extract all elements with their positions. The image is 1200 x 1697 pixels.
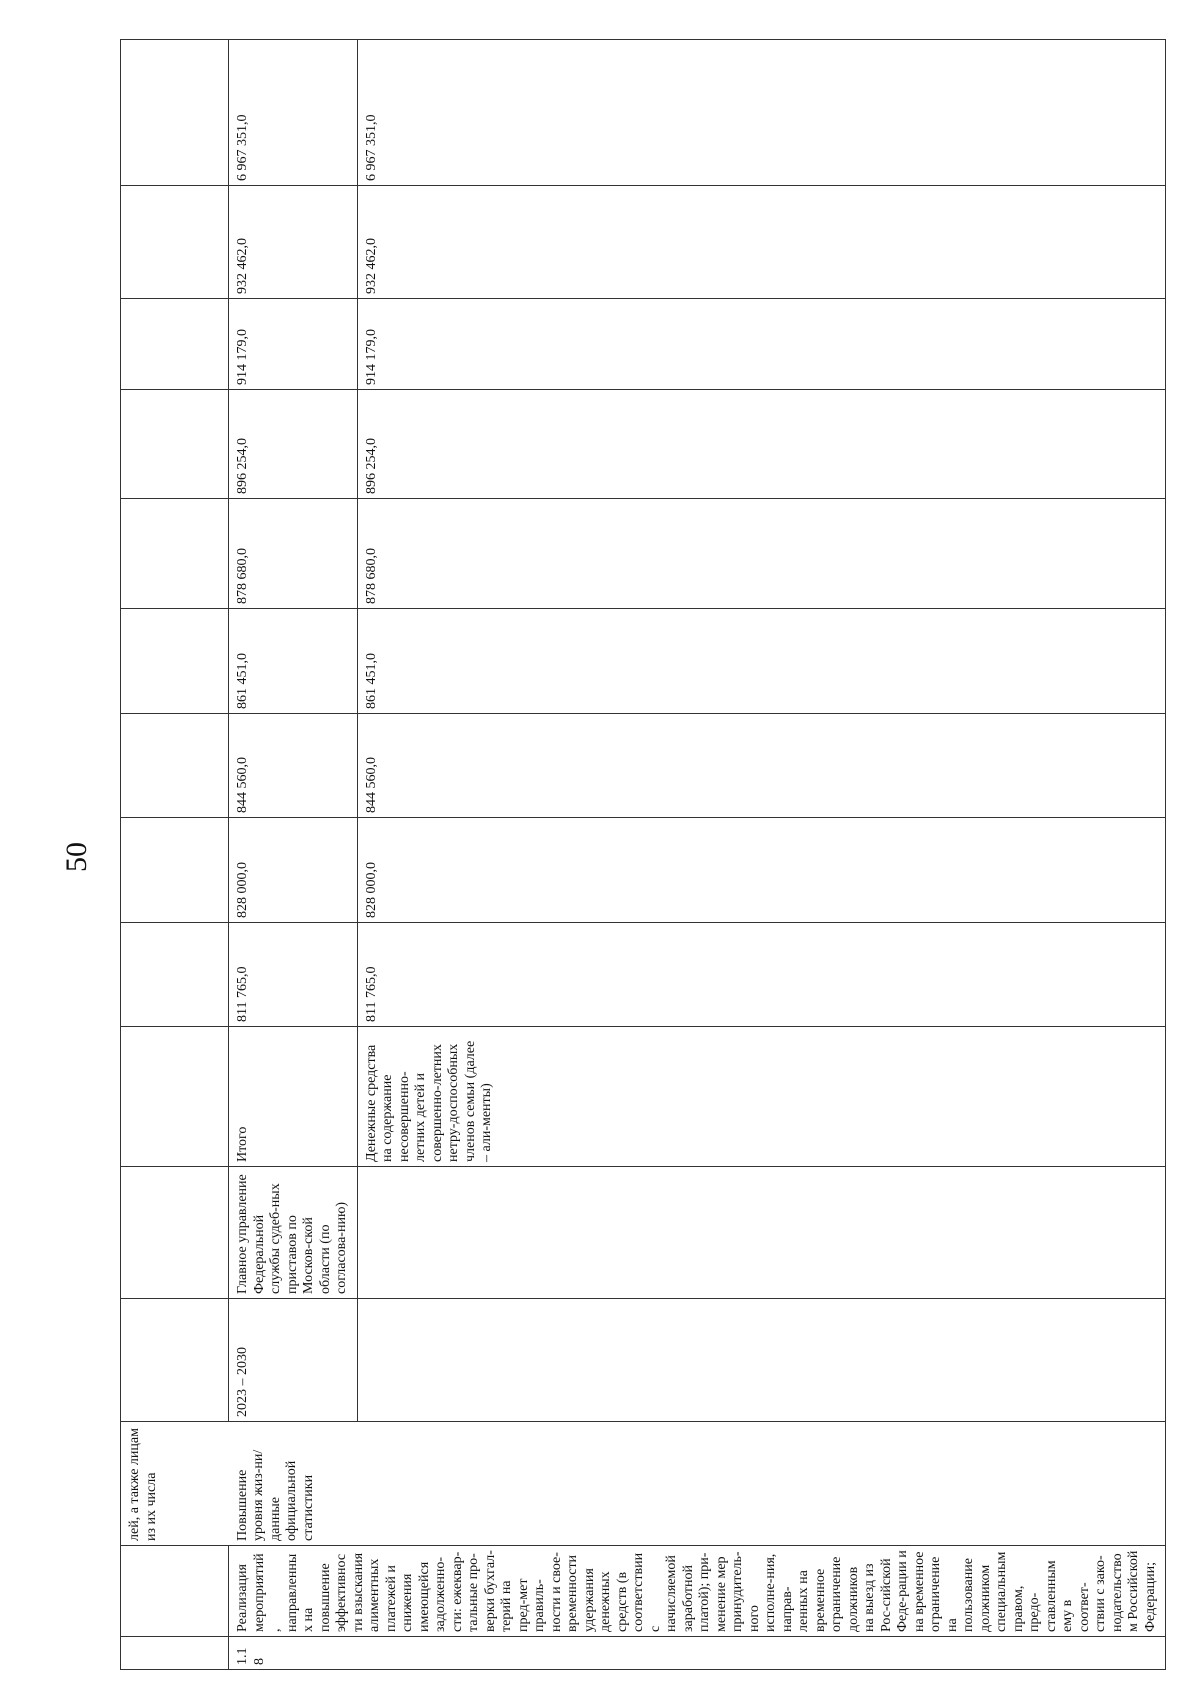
cont-cell-period xyxy=(121,1299,229,1422)
funding-value-sum: 6 967 351,0 xyxy=(357,40,1166,186)
cont-cell-total xyxy=(121,40,229,186)
cont-cell-y2 xyxy=(121,818,229,923)
row-executor: Главное управление Федеральной службы судеб-ных приставов по Москов-ской области (по согласова-нию) xyxy=(229,1167,358,1299)
funding-value-7: 914 179,0 xyxy=(357,299,1166,390)
funding-label: Денежные средства на содержание несовершенно-летних детей и совершенно-летних нетру-доспособных членов семьи (далее – али-менты) xyxy=(357,1027,1166,1167)
page-number: 50 xyxy=(60,842,93,872)
total-value-sum: 6 967 351,0 xyxy=(229,40,358,186)
total-value-3: 844 560,0 xyxy=(229,714,358,818)
cont-cell-y8 xyxy=(121,186,229,299)
row-indicator: Повышение уровня жиз-ни/данные официальной статистики xyxy=(229,1422,1166,1546)
rotated-table-container xyxy=(120,40,1158,1670)
cont-cell-measure xyxy=(121,1546,229,1637)
funding-value-1: 811 765,0 xyxy=(357,923,1166,1027)
funding-value-2: 828 000,0 xyxy=(357,818,1166,923)
row-total xyxy=(229,40,358,1670)
row-measure: Реализация мероприятий, направленных на повышение эффективности взыскания алиментных платежей и снижения имеющейся задолженно-сти: ежеквар-тальные про-верки бухгал-терий на пред-мет правиль-ности и свое-временности удержания денежных средств (в соответствии с начисляемой заработной платой); при-менение мер принудитель-ного исполне-ния, направ-ленных на временное ограничение должников на выезд из Рос-сийской Феде-рации и на временное ограничение на пользование должником специальным правом, предо-ставленным ему в соответ-ствии с зако-нодательством Российской Федерации; xyxy=(229,1546,1166,1637)
funding-value-3: 844 560,0 xyxy=(357,714,1166,818)
cont-cell-y7 xyxy=(121,299,229,390)
row-index: 1.18 xyxy=(229,1637,1166,1670)
funding-value-8: 932 462,0 xyxy=(357,186,1166,299)
cont-cell-index xyxy=(121,1637,229,1670)
total-value-7: 914 179,0 xyxy=(229,299,358,390)
total-value-5: 878 680,0 xyxy=(229,499,358,609)
total-value-4: 861 451,0 xyxy=(229,609,358,714)
total-value-6: 896 254,0 xyxy=(229,390,358,499)
cont-cell-executor xyxy=(121,1167,229,1299)
total-value-8: 932 462,0 xyxy=(229,186,358,299)
cont-cell-y1 xyxy=(121,923,229,1027)
cont-cell-source xyxy=(121,1027,229,1167)
program-measures-table xyxy=(120,39,1166,1670)
funding-value-6: 896 254,0 xyxy=(357,390,1166,499)
funding-executor-empty xyxy=(357,1167,1166,1299)
total-value-2: 828 000,0 xyxy=(229,818,358,923)
total-label: Итого xyxy=(229,1027,358,1167)
cont-cell-y6 xyxy=(121,390,229,499)
funding-value-5: 878 680,0 xyxy=(357,499,1166,609)
total-value-1: 811 765,0 xyxy=(229,923,358,1027)
funding-period-empty xyxy=(357,1299,1166,1422)
cont-cell-y4 xyxy=(121,609,229,714)
continued-row xyxy=(121,40,229,1670)
cont-cell-y5 xyxy=(121,499,229,609)
funding-value-4: 861 451,0 xyxy=(357,609,1166,714)
row-period: 2023 – 2030 xyxy=(229,1299,358,1422)
cont-cell-indicator: лей, а также лицам из их числа xyxy=(121,1422,229,1546)
cont-cell-y3 xyxy=(121,714,229,818)
